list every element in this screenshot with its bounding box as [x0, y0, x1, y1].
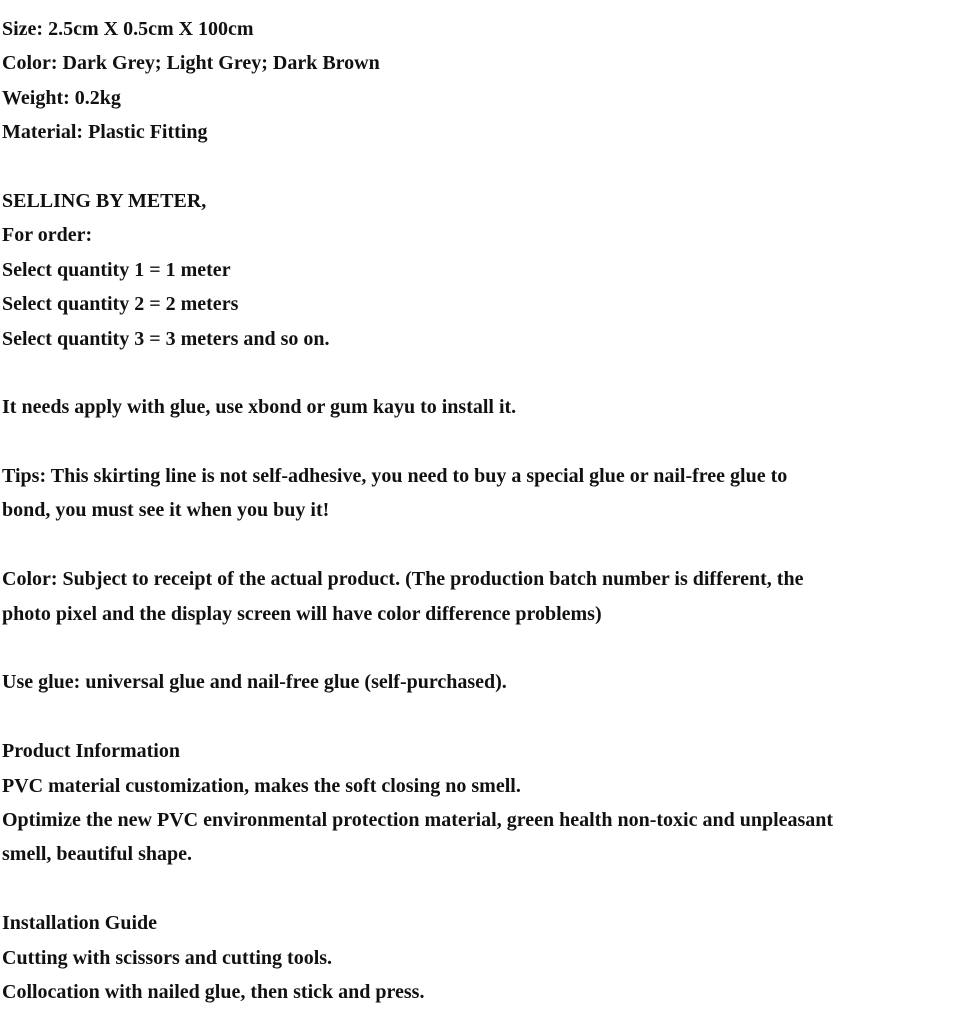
- product-info-line-2: Optimize the new PVC environmental protection material, green health non-toxic and unpleasant: [2, 808, 834, 831]
- tips-line-1: Tips: This skirting line is not self-adhesive, you need to buy a special glue or nail-free glue to: [2, 465, 788, 488]
- spec-size: Size: 2.5cm X 0.5cm X 100cm: [2, 18, 254, 40]
- glue-note: It needs apply with glue, use xbond or gum kayu to install it.: [2, 396, 517, 419]
- spacer: [2, 425, 960, 459]
- spacer: [2, 700, 960, 734]
- quantity-line-2: Select quantity 2 = 2 meters: [2, 293, 239, 316]
- spec-material: Material: Plastic Fitting: [2, 121, 208, 144]
- spacer: [2, 528, 960, 562]
- spacer: [2, 150, 960, 184]
- spacer: [2, 872, 960, 906]
- tips-line-2: bond, you must see it when you buy it!: [2, 499, 330, 522]
- installation-line-2: Collocation with nailed glue, then stick and press.: [2, 980, 425, 1003]
- spacer: [2, 356, 960, 390]
- quantity-line-1: Select quantity 1 = 1 meter: [2, 258, 231, 281]
- product-description: [2, 12, 960, 1009]
- spec-weight: Weight: 0.2kg: [2, 86, 121, 109]
- installation-heading: Installation Guide: [2, 912, 158, 935]
- selling-by-meter: SELLING BY METER,: [2, 189, 207, 212]
- product-info-heading: Product Information: [2, 740, 180, 763]
- quantity-line-3: Select quantity 3 = 3 meters and so on.: [2, 327, 330, 350]
- spec-color: Color: Dark Grey; Light Grey; Dark Brown: [2, 52, 380, 75]
- color-note-line-1: Color: Subject to receipt of the actual product. (The production batch number is different, the: [2, 568, 804, 591]
- for-order-label: For order:: [2, 224, 93, 247]
- spacer: [2, 631, 960, 665]
- product-info-line-3: smell, beautiful shape.: [2, 843, 193, 866]
- product-info-line-1: PVC material customization, makes the soft closing no smell.: [2, 774, 521, 797]
- color-note-line-2: photo pixel and the display screen will have color difference problems): [2, 602, 602, 625]
- use-glue-note: Use glue: universal glue and nail-free glue (self-purchased).: [2, 671, 507, 694]
- installation-line-1: Cutting with scissors and cutting tools.: [2, 946, 333, 969]
